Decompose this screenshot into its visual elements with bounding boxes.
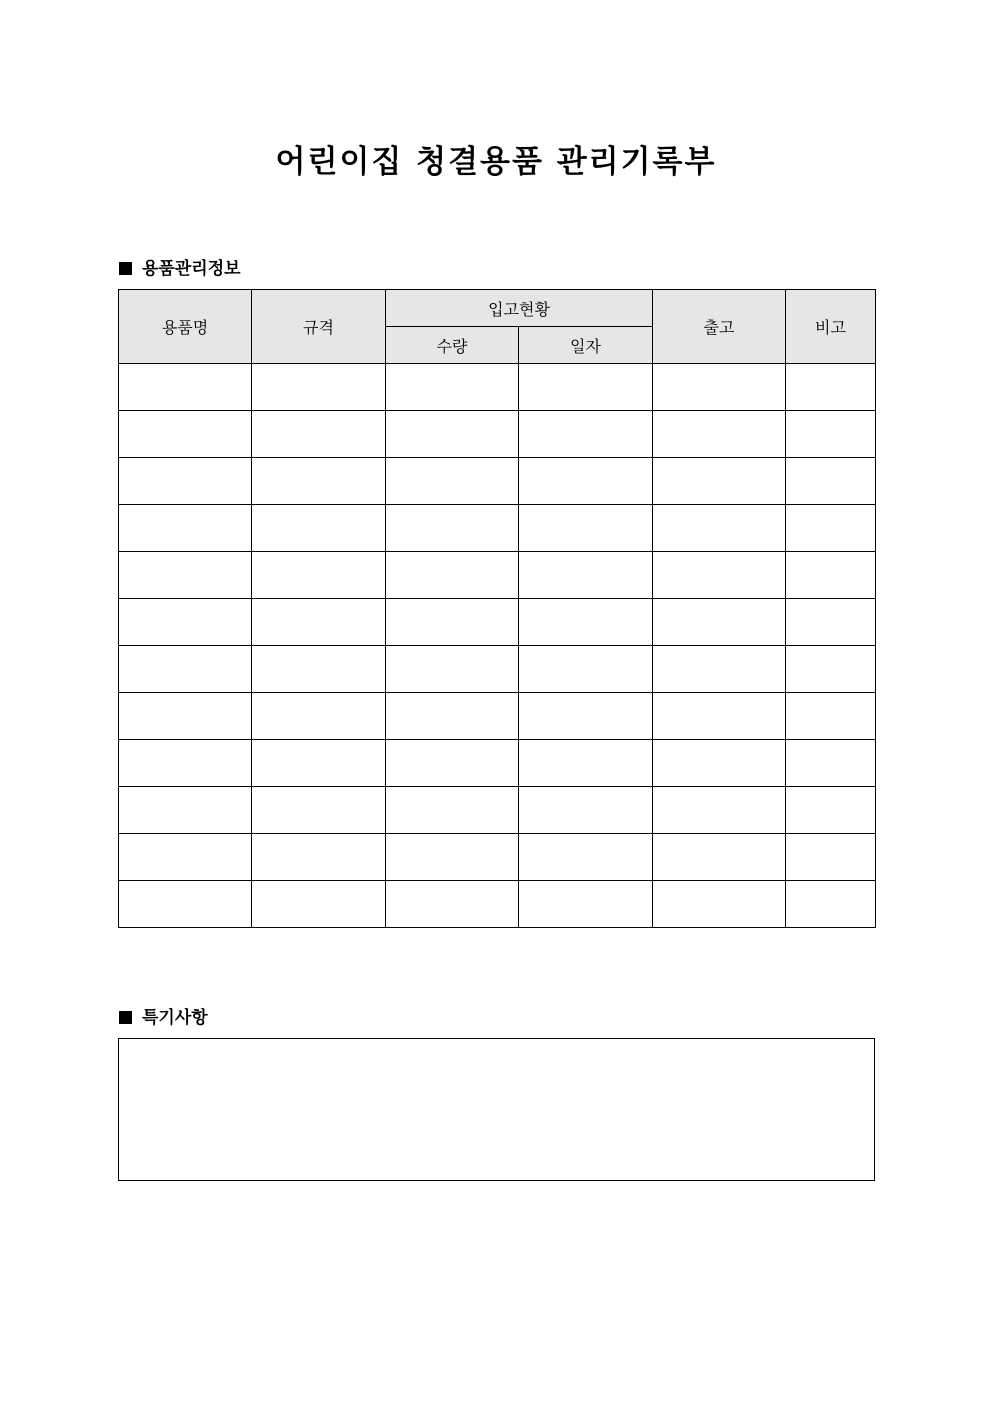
header-item-name: 용품명 [119,290,252,364]
cell-quantity[interactable] [386,881,519,928]
cell-spec[interactable] [252,599,386,646]
cell-spec[interactable] [252,458,386,505]
cell-date[interactable] [519,505,653,552]
cell-remarks[interactable] [786,411,876,458]
cell-outgoing[interactable] [653,458,786,505]
cell-date[interactable] [519,693,653,740]
square-bullet-icon [119,1011,132,1024]
cell-date[interactable] [519,834,653,881]
header-quantity: 수량 [386,327,519,364]
cell-date[interactable] [519,552,653,599]
cell-quantity[interactable] [386,834,519,881]
cell-outgoing[interactable] [653,834,786,881]
cell-item-name[interactable] [119,505,252,552]
cell-spec[interactable] [252,787,386,834]
notes-box[interactable] [118,1038,875,1181]
cell-spec[interactable] [252,505,386,552]
cell-remarks[interactable] [786,458,876,505]
cell-remarks[interactable] [786,834,876,881]
cell-item-name[interactable] [119,364,252,411]
table-row [119,646,876,693]
cell-remarks[interactable] [786,646,876,693]
cell-quantity[interactable] [386,411,519,458]
table-row [119,834,876,881]
header-date: 일자 [519,327,653,364]
cell-date[interactable] [519,740,653,787]
cell-remarks[interactable] [786,552,876,599]
cell-outgoing[interactable] [653,881,786,928]
section-title-item-info: 용품관리정보 [142,259,241,279]
section-title-notes: 특기사항 [142,1008,208,1028]
cell-quantity[interactable] [386,505,519,552]
cell-outgoing[interactable] [653,740,786,787]
cell-remarks[interactable] [786,364,876,411]
cell-remarks[interactable] [786,599,876,646]
cell-outgoing[interactable] [653,646,786,693]
table-row [119,787,876,834]
cell-item-name[interactable] [119,599,252,646]
header-spec: 규격 [252,290,386,364]
cell-quantity[interactable] [386,787,519,834]
cell-outgoing[interactable] [653,693,786,740]
cell-quantity[interactable] [386,740,519,787]
header-outgoing: 출고 [653,290,786,364]
cell-item-name[interactable] [119,693,252,740]
cell-date[interactable] [519,364,653,411]
item-log-table [118,289,876,928]
table-row [119,458,876,505]
page-title: 어린이집 청결용품 관리기록부 [275,144,717,180]
cell-item-name[interactable] [119,411,252,458]
header-receipt-status: 입고현황 [386,290,653,327]
cell-spec[interactable] [252,693,386,740]
cell-remarks[interactable] [786,505,876,552]
cell-quantity[interactable] [386,599,519,646]
table-row [119,411,876,458]
cell-quantity[interactable] [386,552,519,599]
table-row [119,881,876,928]
cell-date[interactable] [519,787,653,834]
cell-outgoing[interactable] [653,787,786,834]
cell-spec[interactable] [252,834,386,881]
cell-spec[interactable] [252,881,386,928]
cell-item-name[interactable] [119,458,252,505]
cell-remarks[interactable] [786,881,876,928]
cell-item-name[interactable] [119,740,252,787]
cell-spec[interactable] [252,552,386,599]
cell-outgoing[interactable] [653,552,786,599]
table-header-row [119,290,876,327]
table-row [119,364,876,411]
cell-item-name[interactable] [119,552,252,599]
table-row [119,552,876,599]
cell-item-name[interactable] [119,787,252,834]
table-row [119,740,876,787]
cell-remarks[interactable] [786,740,876,787]
cell-quantity[interactable] [386,646,519,693]
table-row [119,505,876,552]
cell-date[interactable] [519,881,653,928]
table-row [119,693,876,740]
header-remarks: 비고 [786,290,876,364]
cell-spec[interactable] [252,364,386,411]
table-row [119,599,876,646]
cell-outgoing[interactable] [653,411,786,458]
cell-quantity[interactable] [386,693,519,740]
cell-item-name[interactable] [119,646,252,693]
cell-spec[interactable] [252,740,386,787]
cell-date[interactable] [519,458,653,505]
cell-item-name[interactable] [119,881,252,928]
cell-outgoing[interactable] [653,599,786,646]
cell-date[interactable] [519,411,653,458]
cell-spec[interactable] [252,646,386,693]
cell-date[interactable] [519,599,653,646]
section-header-notes [119,1003,208,1028]
square-bullet-icon [119,262,132,275]
cell-quantity[interactable] [386,458,519,505]
cell-remarks[interactable] [786,787,876,834]
cell-spec[interactable] [252,411,386,458]
cell-quantity[interactable] [386,364,519,411]
cell-outgoing[interactable] [653,505,786,552]
cell-date[interactable] [519,646,653,693]
cell-item-name[interactable] [119,834,252,881]
section-header-item-info [119,254,241,279]
cell-remarks[interactable] [786,693,876,740]
cell-outgoing[interactable] [653,364,786,411]
